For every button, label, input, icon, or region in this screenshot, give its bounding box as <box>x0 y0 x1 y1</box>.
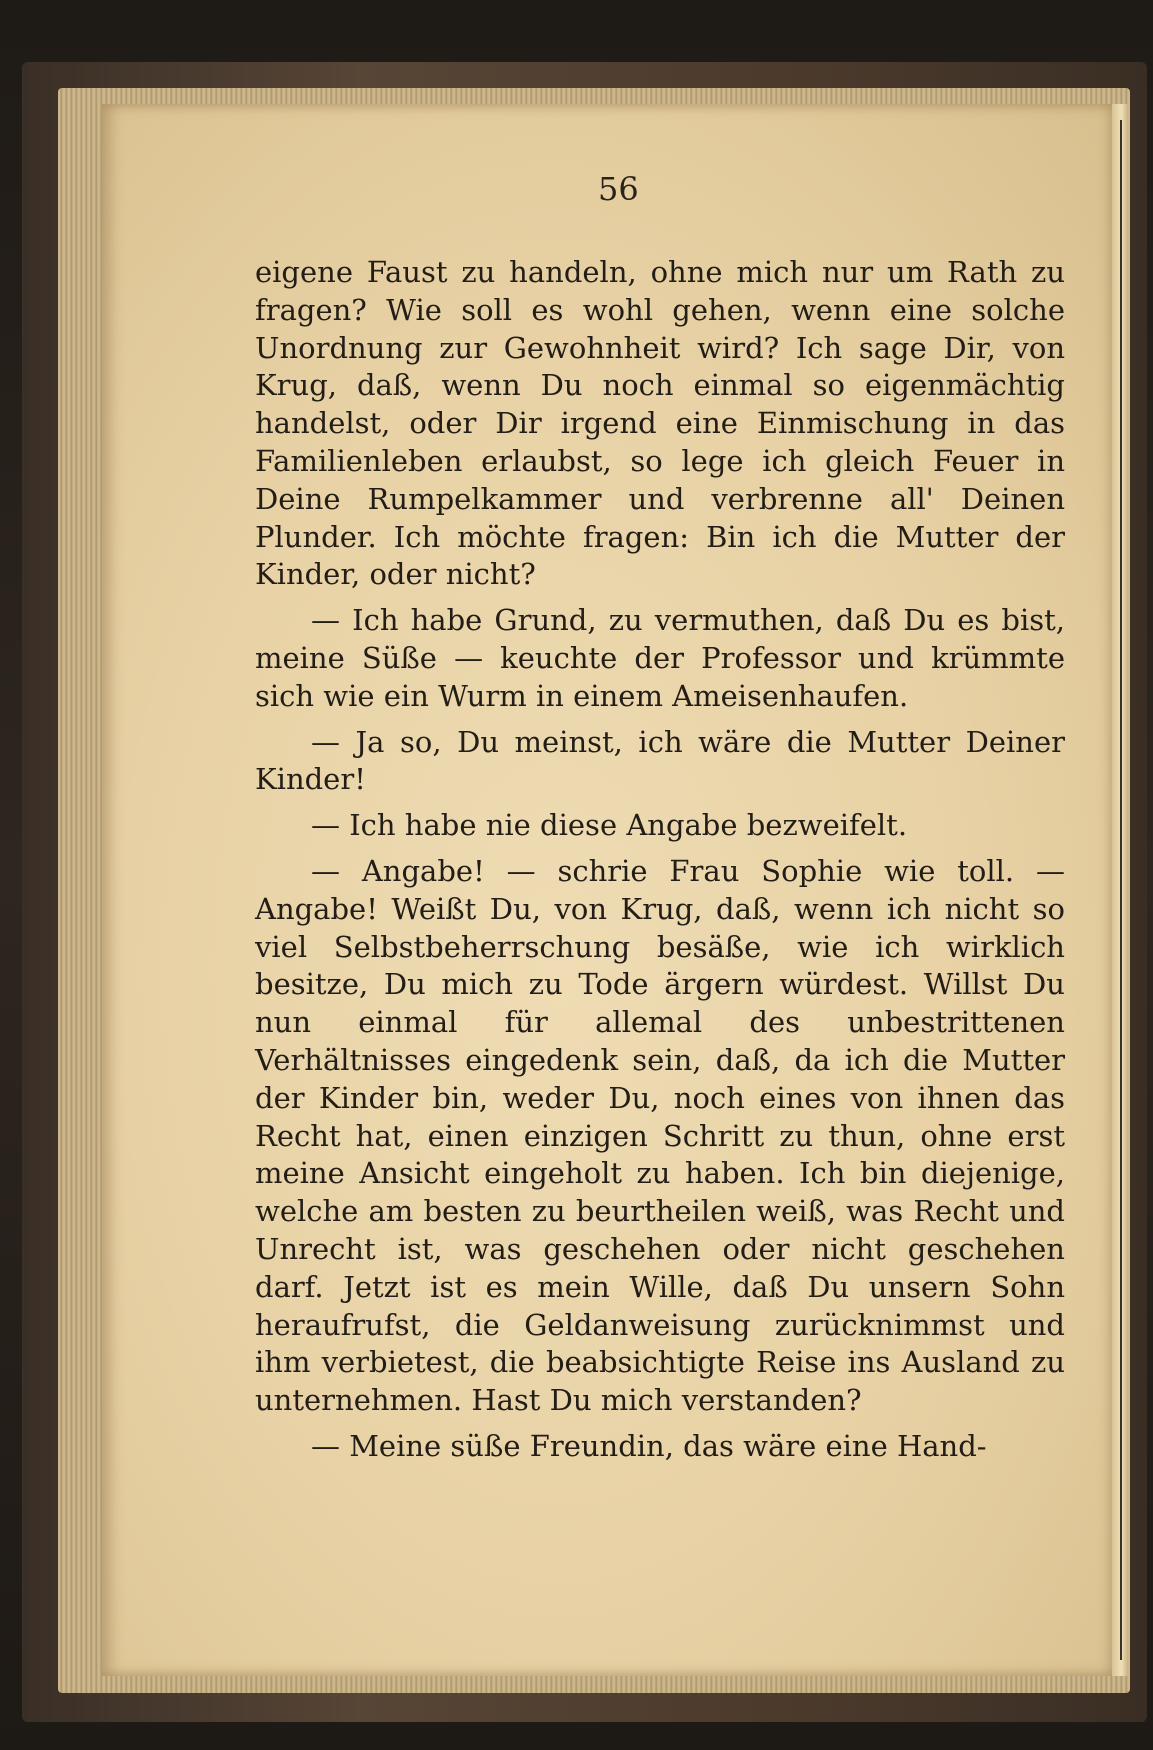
paragraph: eigene Faust zu handeln, ohne mich nur um Rath zu fragen? Wie soll es wohl gehen, wenn eine solche Unordnung zur Gewohnheit wird? Ich sage Dir, von Krug, daß, wenn Du noch einmal so eigenmächtig handelst, oder Dir irgend eine Einmischung in das Familienleben erlaubst, so lege ich gleich Feuer in Deine Rumpelkammer und verbrenne all' Deinen Plunder. Ich möchte fragen: Bin ich die Mutter der Kinder, oder nicht? <box>255 255 1065 592</box>
page-number: 56 <box>598 170 639 208</box>
page-text <box>255 254 1065 1474</box>
paragraph: — Ich habe nie diese Angabe bezweifelt. <box>311 808 908 843</box>
gutter-line <box>1120 120 1122 1660</box>
paragraph: — Meine süße Freundin, das wäre eine Hand- <box>311 1428 987 1463</box>
paragraph: — Ich habe Grund, zu vermuthen, daß Du es bist, meine Süße — keuchte der Professor und krümmte sich wie ein Wurm in einem Ameisenhaufen. <box>255 603 1065 713</box>
paragraph: — Angabe! — schrie Frau Sophie wie toll. — Angabe! Weißt Du, von Krug, daß, wenn ich nicht so viel Selbstbeherrschung besäße, wie ich wirklich besitze, Du mich zu Tode ärgern würdest. Willst Du nun einmal für allemal des unbestrittenen Verhältnisses eingedenk sein, daß, da ich die Mutter der Kinder bin, weder Du, noch eines von ihnen das Recht hat, einen einzigen Schritt zu thun, ohne erst meine Ansicht eingeholt zu haben. Ich bin diejenige, welche am besten zu beurtheilen weiß, was Recht und Unrecht ist, was geschehen oder nicht geschehen darf. Jetzt ist es mein Wille, daß Du unsern Sohn heraufrufst, die Geldanweisung zurücknimmst und ihm verbietest, die beabsichtigte Reise ins Ausland zu unternehmen. Hast Du mich verstanden? <box>255 853 1065 1418</box>
paragraph: — Ja so, Du meinst, ich wäre die Mutter Deiner Kinder! <box>255 724 1065 797</box>
